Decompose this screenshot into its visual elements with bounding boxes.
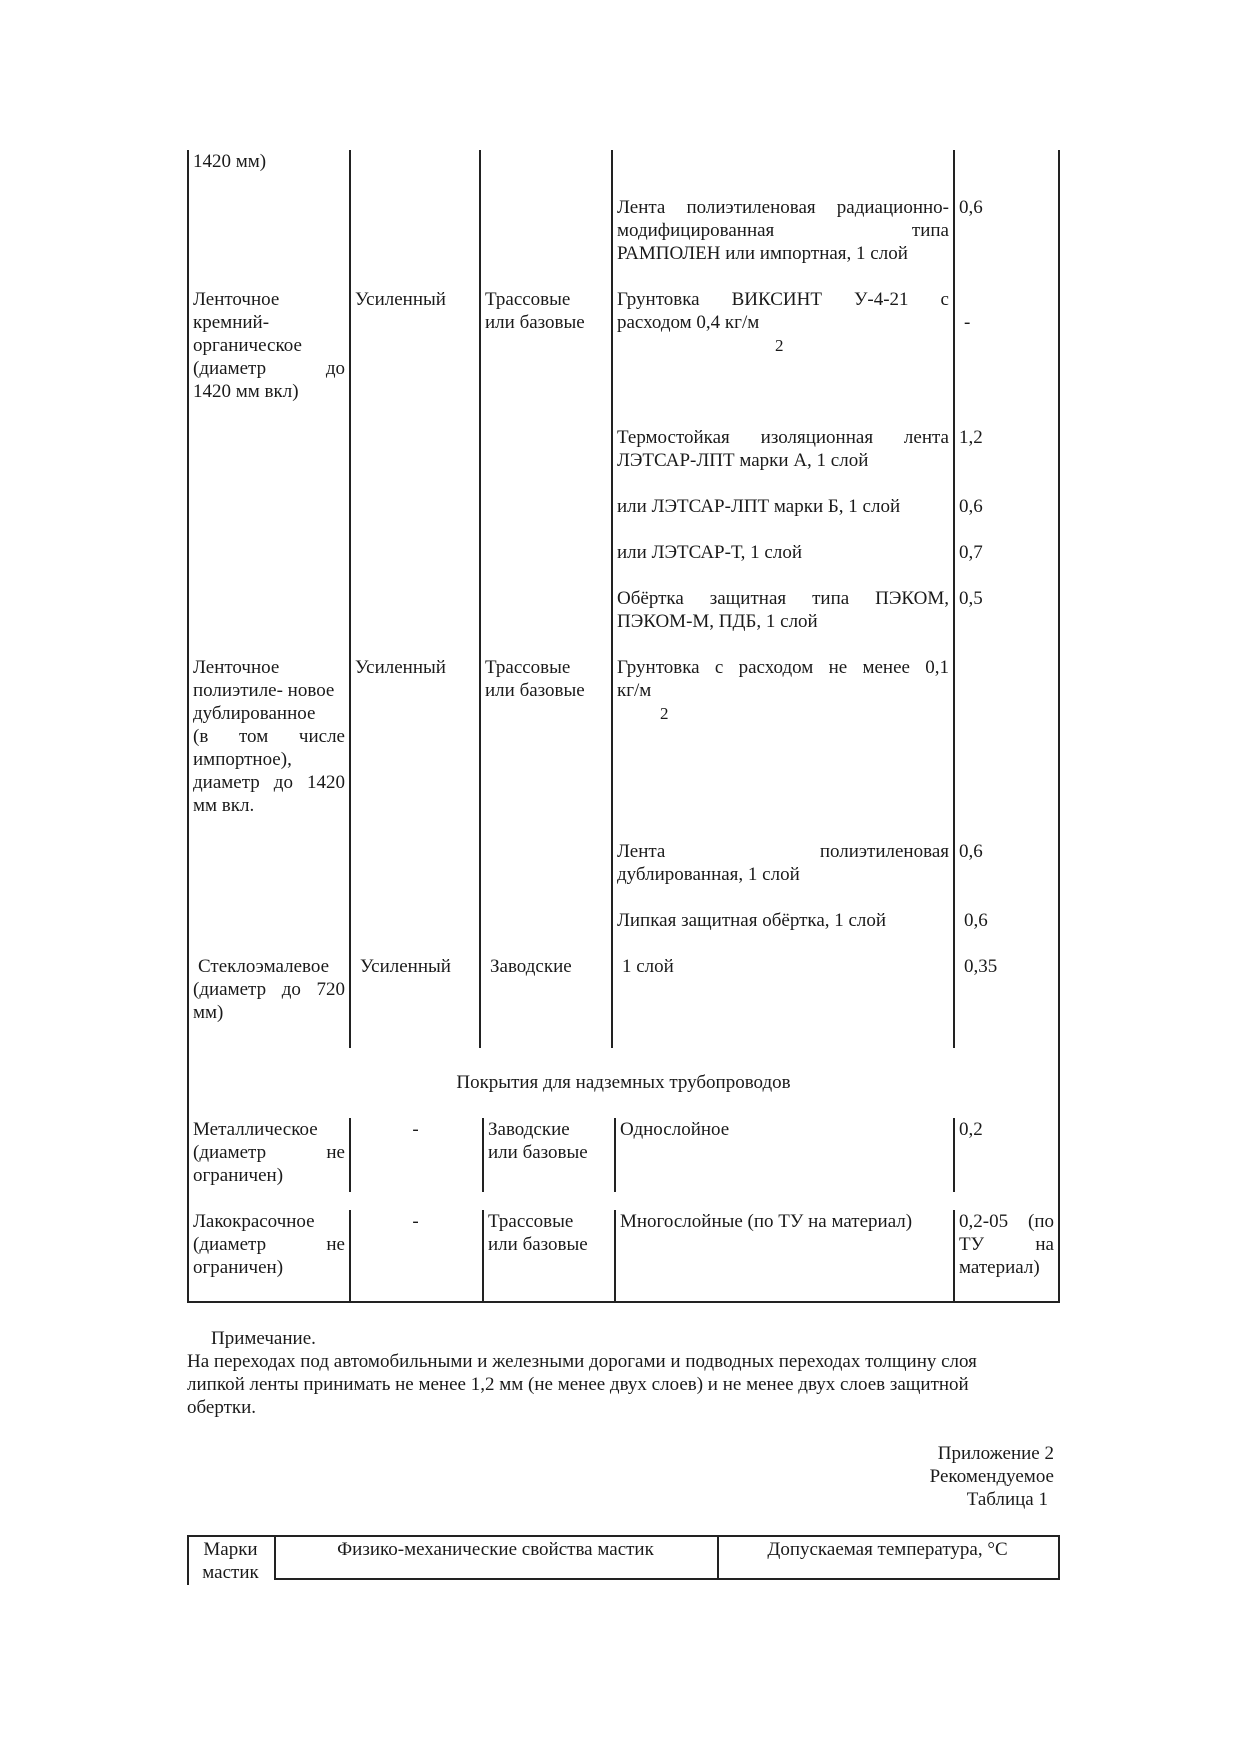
- mastic-table-right: [1058, 1535, 1060, 1579]
- unit-exponent-polyethylene: 2: [660, 704, 669, 723]
- cell-thickness-heat-tape: 1,2: [959, 427, 983, 448]
- cell-class-silicone: Усиленный: [355, 289, 446, 310]
- cell-type-continuation: 1420 мм): [193, 151, 267, 172]
- cell-conditions-glass-enamel: Заводские: [490, 956, 572, 977]
- cell-class-polyethylene: Усиленный: [355, 657, 446, 678]
- cell-conditions-silicone: Трассовые или базовые: [485, 289, 585, 333]
- column-rule-2-paint: [482, 1210, 484, 1302]
- cell-conditions-paint: Трассовые или базовые: [488, 1211, 588, 1255]
- cell-material-silicone-primer: Грунтовка ВИКСИНТ У-4-21 с расходом 0,4 кг/м: [617, 289, 949, 333]
- cell-material-glass-enamel: 1 слой: [622, 956, 674, 977]
- cell-type-polyethylene: Ленточное полиэтиле- новое дублированное (в том числе импортное), диаметр до 1420 мм вкл.: [193, 657, 345, 816]
- column-rule-4-paint: [953, 1210, 955, 1302]
- cell-material-sticky-wrap: Липкая защитная обёртка, 1 слой: [617, 910, 887, 931]
- cell-thickness-wrap: 0,5: [959, 588, 983, 609]
- cell-material-dup-tape: Лента полиэтиленовая дублированная, 1 слой: [617, 841, 949, 885]
- table-border-left: [187, 150, 189, 1048]
- cell-material-wrap: Обёртка защитная типа ПЭКОМ, ПЭКОМ-М, ПДБ, 1 слой: [617, 588, 949, 632]
- cell-conditions-metallic: Заводские или базовые: [488, 1119, 588, 1163]
- section-heading-above-ground: Покрытия для надземных трубопроводов: [456, 1072, 791, 1093]
- cell-type-silicone: Ленточное кремний- органическое (диаметр до 1420 мм вкл): [193, 289, 345, 402]
- column-rule-3-paint: [614, 1210, 616, 1302]
- column-rule-4: [953, 150, 955, 1048]
- header-allowed-temperature: Допускаемая температура, °С: [767, 1539, 1008, 1560]
- mastic-table-top: [187, 1535, 1060, 1537]
- table-number: Таблица 1: [966, 1489, 1048, 1510]
- column-rule-3-metallic: [614, 1118, 616, 1192]
- cell-thickness-sticky-wrap: 0,6: [964, 910, 988, 931]
- table-border-right: [1058, 150, 1060, 1048]
- unit-exponent-silicone: 2: [775, 336, 784, 355]
- cell-class-paint: -: [412, 1211, 419, 1232]
- column-rule-2: [479, 150, 481, 1048]
- cell-type-glass-enamel: Стеклоэмалевое (диаметр до 720 мм): [193, 956, 345, 1023]
- column-rule-4-metallic: [953, 1118, 955, 1192]
- appendix-label: Приложение 2: [937, 1443, 1054, 1464]
- note-title: Примечание.: [211, 1328, 316, 1349]
- cell-type-metallic: Металлическое (диаметр не ограничен): [193, 1119, 345, 1186]
- column-rule-3: [611, 150, 613, 1048]
- cell-material-paint: Многослойные (по ТУ на материал): [620, 1211, 913, 1232]
- appendix-status: Рекомендуемое: [929, 1466, 1054, 1487]
- cell-type-paint: Лакокрасочное (диаметр не ограничен): [193, 1211, 345, 1278]
- mastic-table-header-bottom: [274, 1578, 1060, 1580]
- table-border-bottom: [187, 1301, 1060, 1303]
- cell-material-metallic: Однослойное: [620, 1119, 730, 1140]
- cell-material-letsar-t: или ЛЭТСАР-Т, 1 слой: [617, 542, 802, 563]
- header-mechanical-properties: Физико-механические свойства мастик: [337, 1539, 654, 1560]
- cell-material-letsar-b: или ЛЭТСАР-ЛПТ марки Б, 1 слой: [617, 496, 901, 517]
- cell-thickness-letsar-b: 0,6: [959, 496, 983, 517]
- cell-thickness-paint: 0,2-05 (по ТУ на материал): [959, 1211, 1054, 1278]
- cell-thickness-glass-enamel: 0,35: [964, 956, 998, 977]
- note-body: На переходах под автомобильными и железными дорогами и подводных переходах толщину слоя липкой ленты принимать не менее 1,2 мм (не менее двух слоев) и не менее двух слоев защитной обертки.: [187, 1351, 977, 1418]
- cell-conditions-polyethylene: Трассовые или базовые: [485, 657, 585, 701]
- cell-material-heat-tape: Термостойкая изоляционная лента ЛЭТСАР-ЛПТ марки А, 1 слой: [617, 427, 949, 471]
- cell-thickness-radiation-tape: 0,6: [959, 197, 983, 218]
- cell-class-glass-enamel: Усиленный: [360, 956, 451, 977]
- cell-material-radiation-tape: Лента полиэтиленовая радиационно- модифицированная типа РАМПОЛЕН или импортная, 1 слой: [617, 197, 949, 264]
- column-rule-2-metallic: [482, 1118, 484, 1192]
- header-mastic-brands: Марки мастик: [202, 1539, 259, 1583]
- cell-thickness-silicone: -: [964, 312, 971, 333]
- cell-thickness-letsar-t: 0,7: [959, 542, 983, 563]
- cell-material-polyethylene-primer: Грунтовка с расходом не менее 0,1 кг/м: [617, 657, 949, 701]
- cell-class-metallic: -: [412, 1119, 419, 1140]
- column-rule-1: [349, 150, 351, 1048]
- cell-thickness-metallic: 0,2: [959, 1119, 983, 1140]
- cell-thickness-dup-tape: 0,6: [959, 841, 983, 862]
